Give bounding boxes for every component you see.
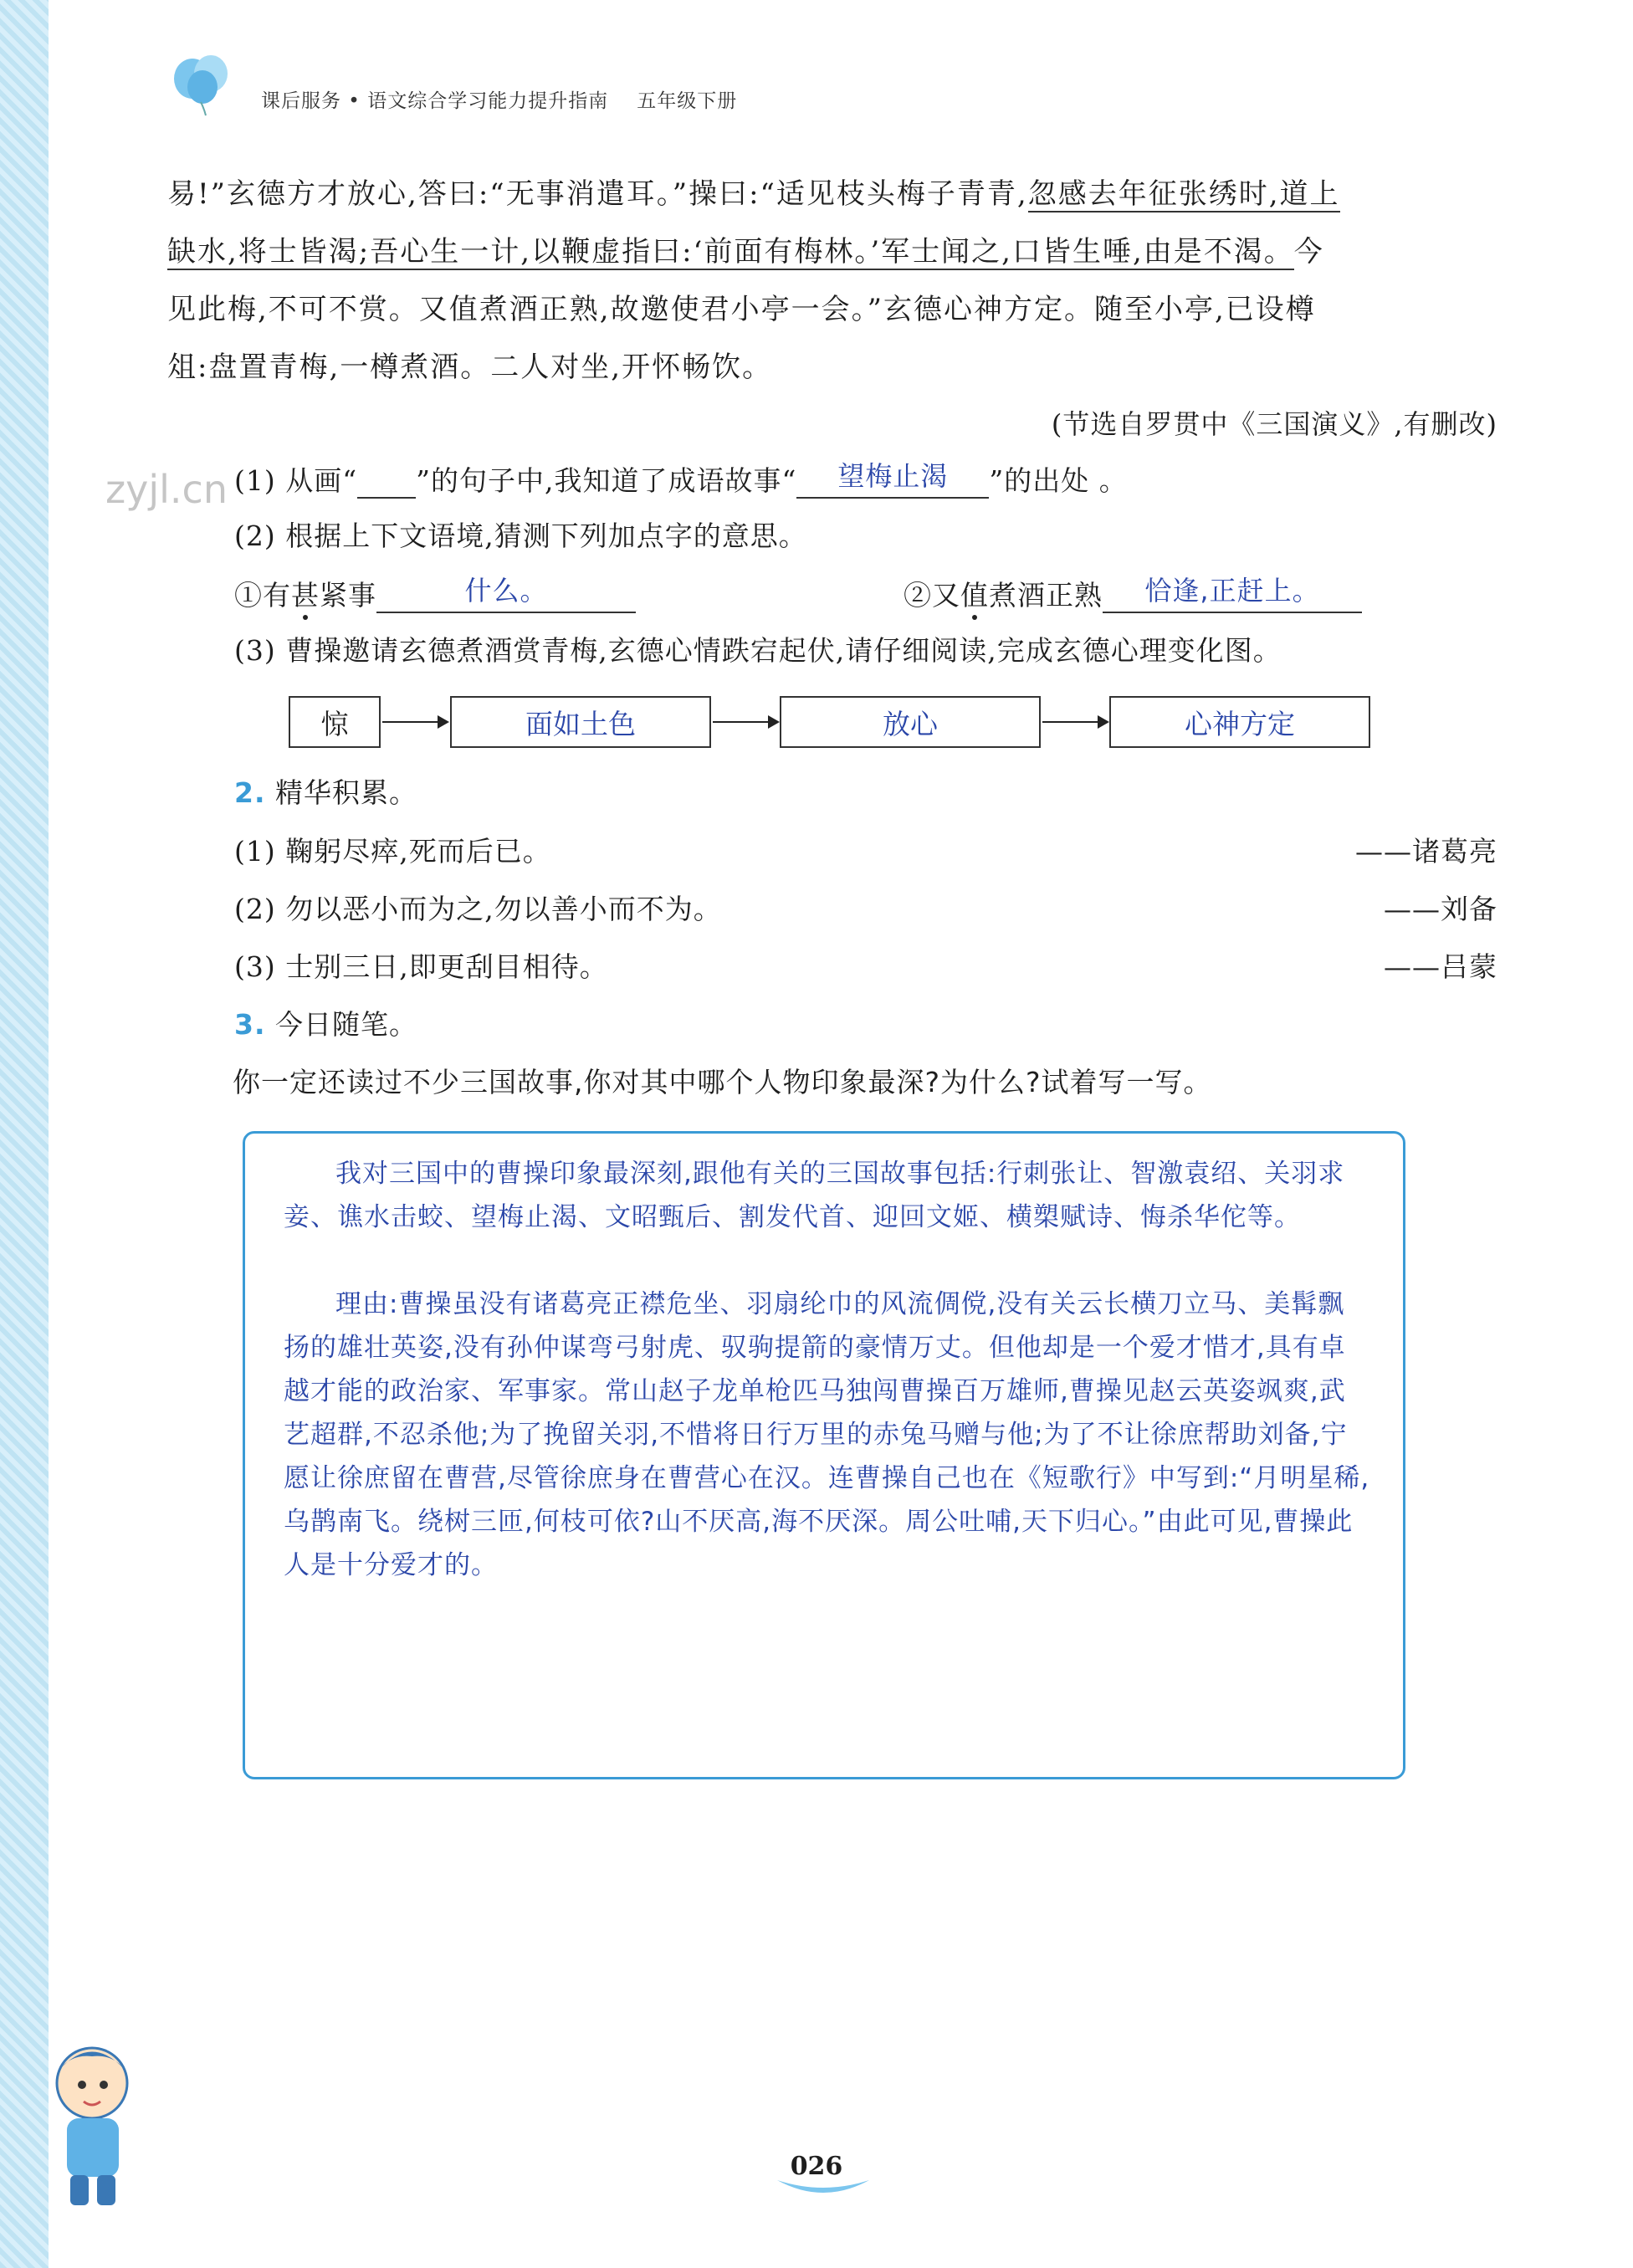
question-1-item-a: ①有甚紧事 什么。 — [234, 571, 636, 613]
quote-2: (2) 勿以恶小而为之,勿以善小而不为。 — [234, 893, 722, 925]
question-1-item-b: ②又值煮酒正熟 恰逢,正赶上。 — [904, 571, 1362, 613]
quote-1: (1) 鞠躬尽瘁,死而后已。 — [234, 835, 551, 868]
quote-author-1: ——诸葛亮 — [1355, 835, 1497, 868]
passage-line-1: 易!”玄德方才放心,答曰:“无事消遣耳。”操曰:“适见枝头梅子青青,忽感去年征张绣时,道上 — [167, 177, 1340, 211]
header-title — [261, 85, 737, 113]
essay-paragraph-1: 我对三国中的曹操印象最深刻,跟他有关的三国故事包括:行刺张让、智激袁绍、关羽求妾、谯水击蛟、望梅止渴、文昭甄后、割发代首、迎回文姬、横槊赋诗、悔杀华佗等。 — [284, 1159, 1345, 1232]
passage-line-3: 见此梅,不可不赏。又值煮酒正熟,故邀使君小亭一会。”玄德心神方定。随至小亭,已设樽 — [167, 293, 1316, 326]
flow-box-1: 惊 — [289, 696, 381, 748]
question-3-prompt: 你一定还读过不少三国故事,你对其中哪个人物印象最深?为什么?试着写一写。 — [233, 1066, 1212, 1098]
answer-blank-idiom[interactable] — [796, 457, 989, 499]
question-number: 3. — [234, 1008, 266, 1041]
cartoon-boy-icon — [33, 2025, 159, 2217]
page-number: 026 — [790, 2152, 843, 2181]
blank-underline-mark — [357, 457, 416, 499]
dotted-character: 甚 — [291, 579, 320, 612]
flow-box-3[interactable]: 放心 — [780, 696, 1041, 748]
question-number: 2. — [234, 776, 266, 809]
essay-paragraph-2: 理由:曹操虽没有诸葛亮正襟危坐、羽扇纶巾的风流倜傥,没有关云长横刀立马、美髯飘扬的雄壮英姿,没有孙仲谋弯弓射虎、驭驹提箭的豪情万丈。但他却是一个爱才惜才,具有卓越才能的政治家、军事家。常山赵子龙单枪匹马独闯曹操百万雄师,曹操见赵云英姿飒爽,武艺超群,不忍杀他;为了挽留关羽,不惜将日行万里的赤兔马赠与他;为了不让徐庶帮助刘备,宁愿让徐庶留在曹营,尽管徐庶身在曹营心在汉。连曹操自己也在《短歌行》中写到:“月明星稀,乌鹊南飞。绕树三匝,何枝可依?山不厌高,海不厌深。周公吐哺,天下归心。”由此可见,曹操此人是十分爱才的。 — [284, 1289, 1370, 1580]
quote-3: (3) 士别三日,即更刮目相待。 — [234, 950, 608, 983]
book-title: 课后服务 • 语文综合学习能力提升指南 — [261, 90, 609, 112]
passage-source: (节选自罗贯中《三国演义》,有删改) — [1051, 408, 1497, 440]
question-1-part-2: (2) 根据上下文语境,猜测下列加点字的意思。 — [234, 520, 807, 552]
balloons-icon — [167, 50, 243, 117]
flow-arrow — [1042, 721, 1108, 723]
answer-blank-b[interactable] — [1103, 571, 1362, 613]
answer-b: 恰逢,正赶上。 — [1144, 575, 1320, 607]
left-decorative-stripe — [0, 0, 49, 2268]
question-1-part-3: (3) 曹操邀请玄德煮酒赏青梅,玄德心情跌宕起伏,请仔细阅读,完成玄德心理变化图。 — [234, 634, 1282, 667]
answer-blank-a[interactable] — [376, 571, 636, 613]
flow-arrow — [713, 721, 778, 723]
dotted-character: 值 — [960, 579, 989, 612]
answer-idiom: 望梅止渴 — [837, 460, 949, 492]
flow-box-2[interactable]: 面如土色 — [450, 696, 711, 748]
grade-label: 五年级下册 — [637, 90, 738, 112]
answer-a: 什么。 — [464, 575, 548, 607]
passage-line-2: 缺水,将士皆渴;吾心生一计,以鞭虚指曰:‘前面有梅林。’军士闻之,口皆生唾,由是不渴。今 — [167, 235, 1324, 269]
quote-author-2: ——刘备 — [1384, 893, 1497, 925]
question-2-heading: 2. 精华积累。 — [234, 776, 417, 809]
essay-answer-box[interactable] — [243, 1131, 1405, 1779]
flow-box-4[interactable]: 心神方定 — [1109, 696, 1370, 748]
passage-line-4: 俎:盘置青梅,一樽煮酒。二人对坐,开怀畅饮。 — [167, 351, 773, 384]
question-3-heading: 3. 今日随笔。 — [234, 1008, 417, 1041]
underlined-sentence: 忽感去年征张绣时,道上 — [1027, 177, 1340, 211]
question-1-part-1: (1) 从画“ ”的句子中,我知道了成语故事“ 望梅止渴 ”的出处 。 — [234, 457, 1128, 499]
flow-arrow — [382, 721, 448, 723]
quote-author-3: ——吕蒙 — [1384, 950, 1497, 983]
page-ornament-icon — [773, 2172, 873, 2205]
watermark: zyjl.cn — [105, 467, 228, 512]
underlined-sentence: 缺水,将士皆渴;吾心生一计,以鞭虚指曰:‘前面有梅林。’军士闻之,口皆生唾,由是不渴。 — [167, 235, 1294, 269]
